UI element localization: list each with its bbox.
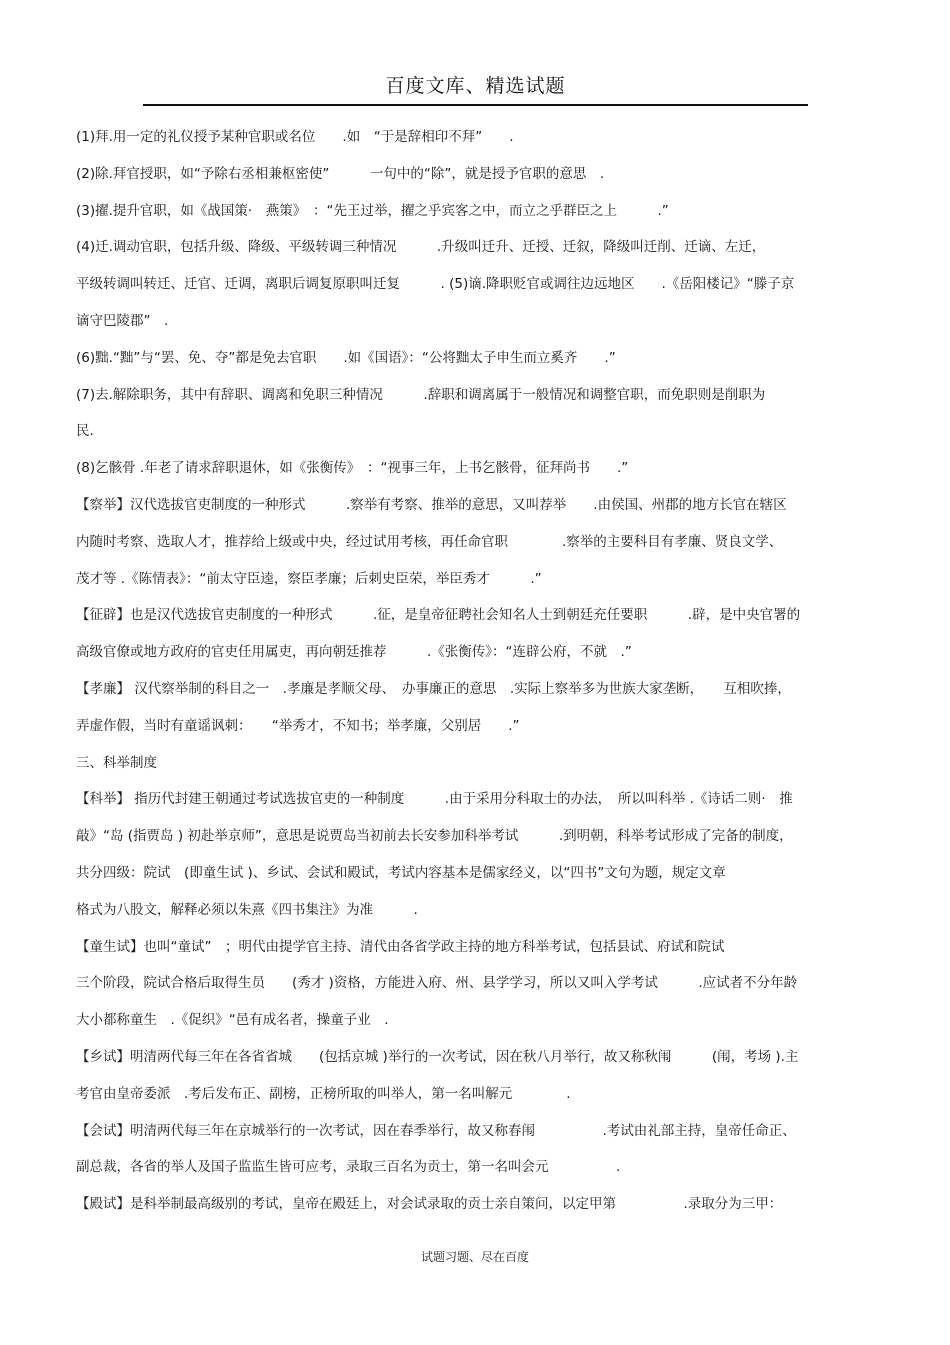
text-line: 茂才等 .《陈情表》：“前太守臣逵，察臣孝廉；后刺史臣荣，举臣秀才 .” [76, 570, 542, 587]
document-body [76, 119, 876, 1223]
page-footer: 试题习题、尽在百度 [420, 1250, 529, 1264]
text-line: 高级官僚或地方政府的官吏任用属吏，再向朝廷推荐 .《张衡传》：“连辟公府，不就 .” [76, 644, 632, 661]
text-line: 内随时考察、选取人才，推荐给上级或中央，经过试用考核，再任命官职 .察举的主要科目有孝廉、贤良文学、 [76, 533, 783, 550]
text-line: 【会试】明清两代每三年在京城举行的一次考试，因在春季举行，故又称春闱 .考试由礼部主持，皇帝任命正、 [76, 1122, 796, 1139]
page-title: 百度文库、精选试题 [385, 75, 566, 97]
text-line: (7)去.解除职务，其中有辞职、调离和免职三种情况 .辞职和调离属于一般情况和调整官职，而免职则是削职为 [76, 386, 766, 403]
text-line: 考官由皇帝委派 .考后发布正、副榜，正榜所取的叫举人，第一名叫解元 . [76, 1085, 571, 1102]
text-line: (2)除.拜官授职，如“予除右丞相兼枢密使” 一句中的“除”，就是授予官职的意思 . [76, 165, 605, 182]
text-line: 共分四级：院试 (即童生试 )、乡试、会试和殿试，考试内容基本是儒家经义，以“四书”文句为题，规定文章 [76, 864, 726, 881]
page-header [143, 72, 808, 106]
text-line: 【科举】 指历代封建王朝通过考试选拔官吏的一种制度 .由于采用分科取士的办法， 所以叫科举 .《诗话二则· 推 [76, 791, 793, 808]
text-line: 格式为八股文，解释必须以朱熹《四书集注》为准 . [76, 901, 418, 918]
text-line: 【察举】汉代选拔官吏制度的一种形式 .察举有考察、推举的意思，又叫荐举 .由侯国、州郡的地方长官在辖区 [76, 496, 787, 513]
section-heading: 三、科举制度 [76, 754, 157, 771]
text-line: 敲》“岛 (指贾岛 ) 初赴举京师”，意思是说贾岛当初前去长安参加科举考试 .到明朝，科举考试形成了完备的制度， [76, 828, 793, 845]
text-line: (4)迁.调动官职，包括升级、降级、平级转调三种情况 .升级叫迁升、迁授、迁叙，降级叫迁削、迁谪、左迁， [76, 239, 766, 256]
text-line: 【征辟】也是汉代选拔官吏制度的一种形式 .征，是皇帝征聘社会知名人士到朝廷充任要职 .辟，是中央官署的 [76, 607, 801, 624]
text-line: 民. [76, 423, 94, 440]
text-line: 【童生试】也叫“童试” ；明代由提学官主持、清代由各省学政主持的地方科举考试，包括县试、府试和院试 [76, 938, 725, 955]
text-line: (3)擢.提升官职，如《战国策· 燕策》 ：“先王过举，擢之乎宾客之中，而立之乎群臣之上 .” [76, 202, 669, 219]
text-line: 平级转调叫转迁、迁官、迁调，离职后调复原职叫迁复 . (5)谪.降职贬官或调往边远地区 .《岳阳楼记》“滕子京 [76, 276, 795, 293]
text-line: 谪守巴陵郡” . [76, 312, 169, 329]
text-line: 副总裁，各省的举人及国子监监生皆可应考，录取三百名为贡士，第一名叫会元 . [76, 1159, 621, 1176]
text-line: 【孝廉】 汉代察举制的科目之一 .孝廉是孝顺父母、 办事廉正的意思 .实际上察举多为世族大家垄断， 互相吹捧， [76, 680, 791, 697]
text-line: (8)乞骸骨 .年老了请求辞职退休，如《张衡传》 ：“视事三年，上书乞骸骨，征拜尚书 .” [76, 460, 629, 477]
text-line: (6)黜.“黜”与“罢、免、夺”都是免去官职 .如《国语》：“公将黜太子申生而立奚齐 .” [76, 349, 616, 366]
text-line: 【乡试】明清两代每三年在各省省城 (包括京城 )举行的一次考试，因在秋八月举行，故又称秋闱 (闱，考场 ).主 [76, 1048, 799, 1065]
text-line: 弄虚作假，当时有童谣讽刺： “举秀才，不知书；举孝廉，父别居 .” [76, 717, 520, 734]
text-line: 大小都称童生 .《促织》“邑有成名者，操童子业 . [76, 1012, 389, 1029]
text-line: 【殿试】是科举制最高级别的考试，皇帝在殿廷上，对会试录取的贡士亲自策问，以定甲第 .录取分为三甲： [76, 1196, 783, 1213]
text-line: 三个阶段，院试合格后取得生员 (秀才 )资格，方能进入府、州、县学学习，所以又叫入学考试 .应试者不分年龄 [76, 975, 798, 992]
text-line: (1)拜.用一定的礼仪授予某种官职或名位 .如 “于是辞相印不拜” . [76, 129, 514, 145]
